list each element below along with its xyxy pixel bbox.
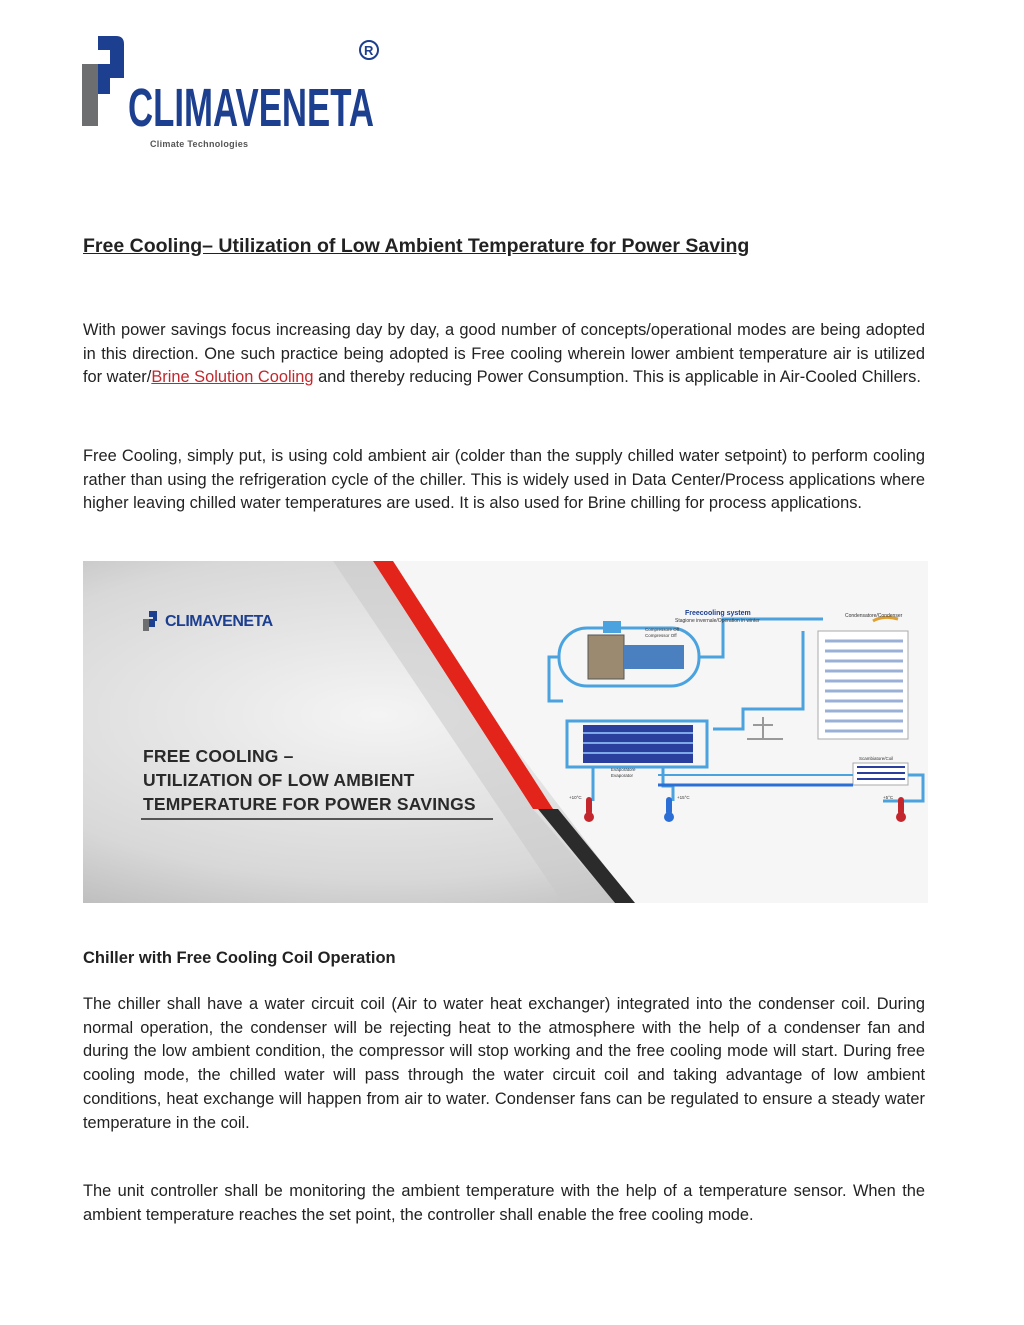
banner-heading (143, 744, 563, 816)
banner-heading-line: FREE COOLING – (143, 746, 294, 766)
evaporator-label: Evaporator (611, 773, 634, 778)
svg-text:R: R (364, 43, 374, 58)
controller-paragraph: The unit controller shall be monitoring the ambient temperature with the help of a temperature sensor. When the ambient temperature reaches the set point, the controller shall enable the free cooling mode. (83, 1182, 925, 1224)
banner-heading-line: UTILIZATION OF LOW AMBIENT (143, 770, 415, 790)
temperature-label: +15°C (677, 795, 690, 800)
compressor-label: Compressore Off (645, 627, 680, 632)
section-heading: Chiller with Free Cooling Coil Operation (83, 949, 396, 967)
intro-paragraph (83, 319, 925, 390)
free-cooling-banner-image (83, 561, 928, 903)
diagram-subtitle: Stagione invernale/Operation in winter (675, 618, 760, 624)
svg-text:CLIMAVENETA: CLIMAVENETA (128, 78, 374, 138)
intro-text: With power savings focus increasing day by day, a good number of concepts/operational modes are being adopted in this direction. One such practice being adopted is Free cooling wherein lower ambient temperature air is utilized for water/ (83, 321, 925, 387)
coil-label: Scambiatore/Coil (859, 756, 894, 761)
brine-solution-cooling-link[interactable]: Brine Solution Cooling (151, 368, 314, 387)
condenser-label: Condensatore/Condenser (845, 613, 903, 619)
logo-tagline: Climate Technologies (150, 139, 249, 149)
intro-text-end: and thereby reducing Power Consumption. This is applicable in Air-Cooled Chillers. (313, 368, 921, 387)
banner-divider (141, 818, 493, 820)
temperature-label: +10°C (569, 795, 582, 800)
compressor-label: Compressor Off (645, 633, 677, 638)
company-logo (82, 34, 382, 152)
definition-paragraph: Free Cooling, simply put, is using cold ambient air (colder than the supply chilled water setpoint) to perform cooling rather than using the refrigeration cycle of the chiller. This is widely used in Data Center/Process applications where higher leaving chilled water temperatures are used. It is also used for Brine chilling for process applications. (83, 447, 925, 513)
evaporator-label: Evaporatore (611, 767, 636, 772)
banner-logo: CLIMAVENETA (165, 613, 273, 630)
page-title: Free Cooling– Utilization of Low Ambient Temperature for Power Saving (83, 235, 750, 257)
temperature-label: +5°C (883, 795, 894, 800)
diagram-title: Freecooling system (685, 610, 751, 617)
operation-paragraph: The chiller shall have a water circuit coil (Air to water heat exchanger) integrated into the condenser coil. During normal operation, the condenser will be rejecting heat to the atmosphere with the help of a condenser fan and during the low ambient condition, the compressor will stop working and the free cooling mode will start. During free cooling mode, the chilled water will pass through the water circuit coil and taking advantage of low ambient conditions, heat exchange will happen from air to water. Condenser fans can be regulated to ensure a steady water temperature in the coil. (83, 995, 925, 1132)
banner-heading-line: TEMPERATURE FOR POWER SAVINGS (143, 794, 476, 814)
